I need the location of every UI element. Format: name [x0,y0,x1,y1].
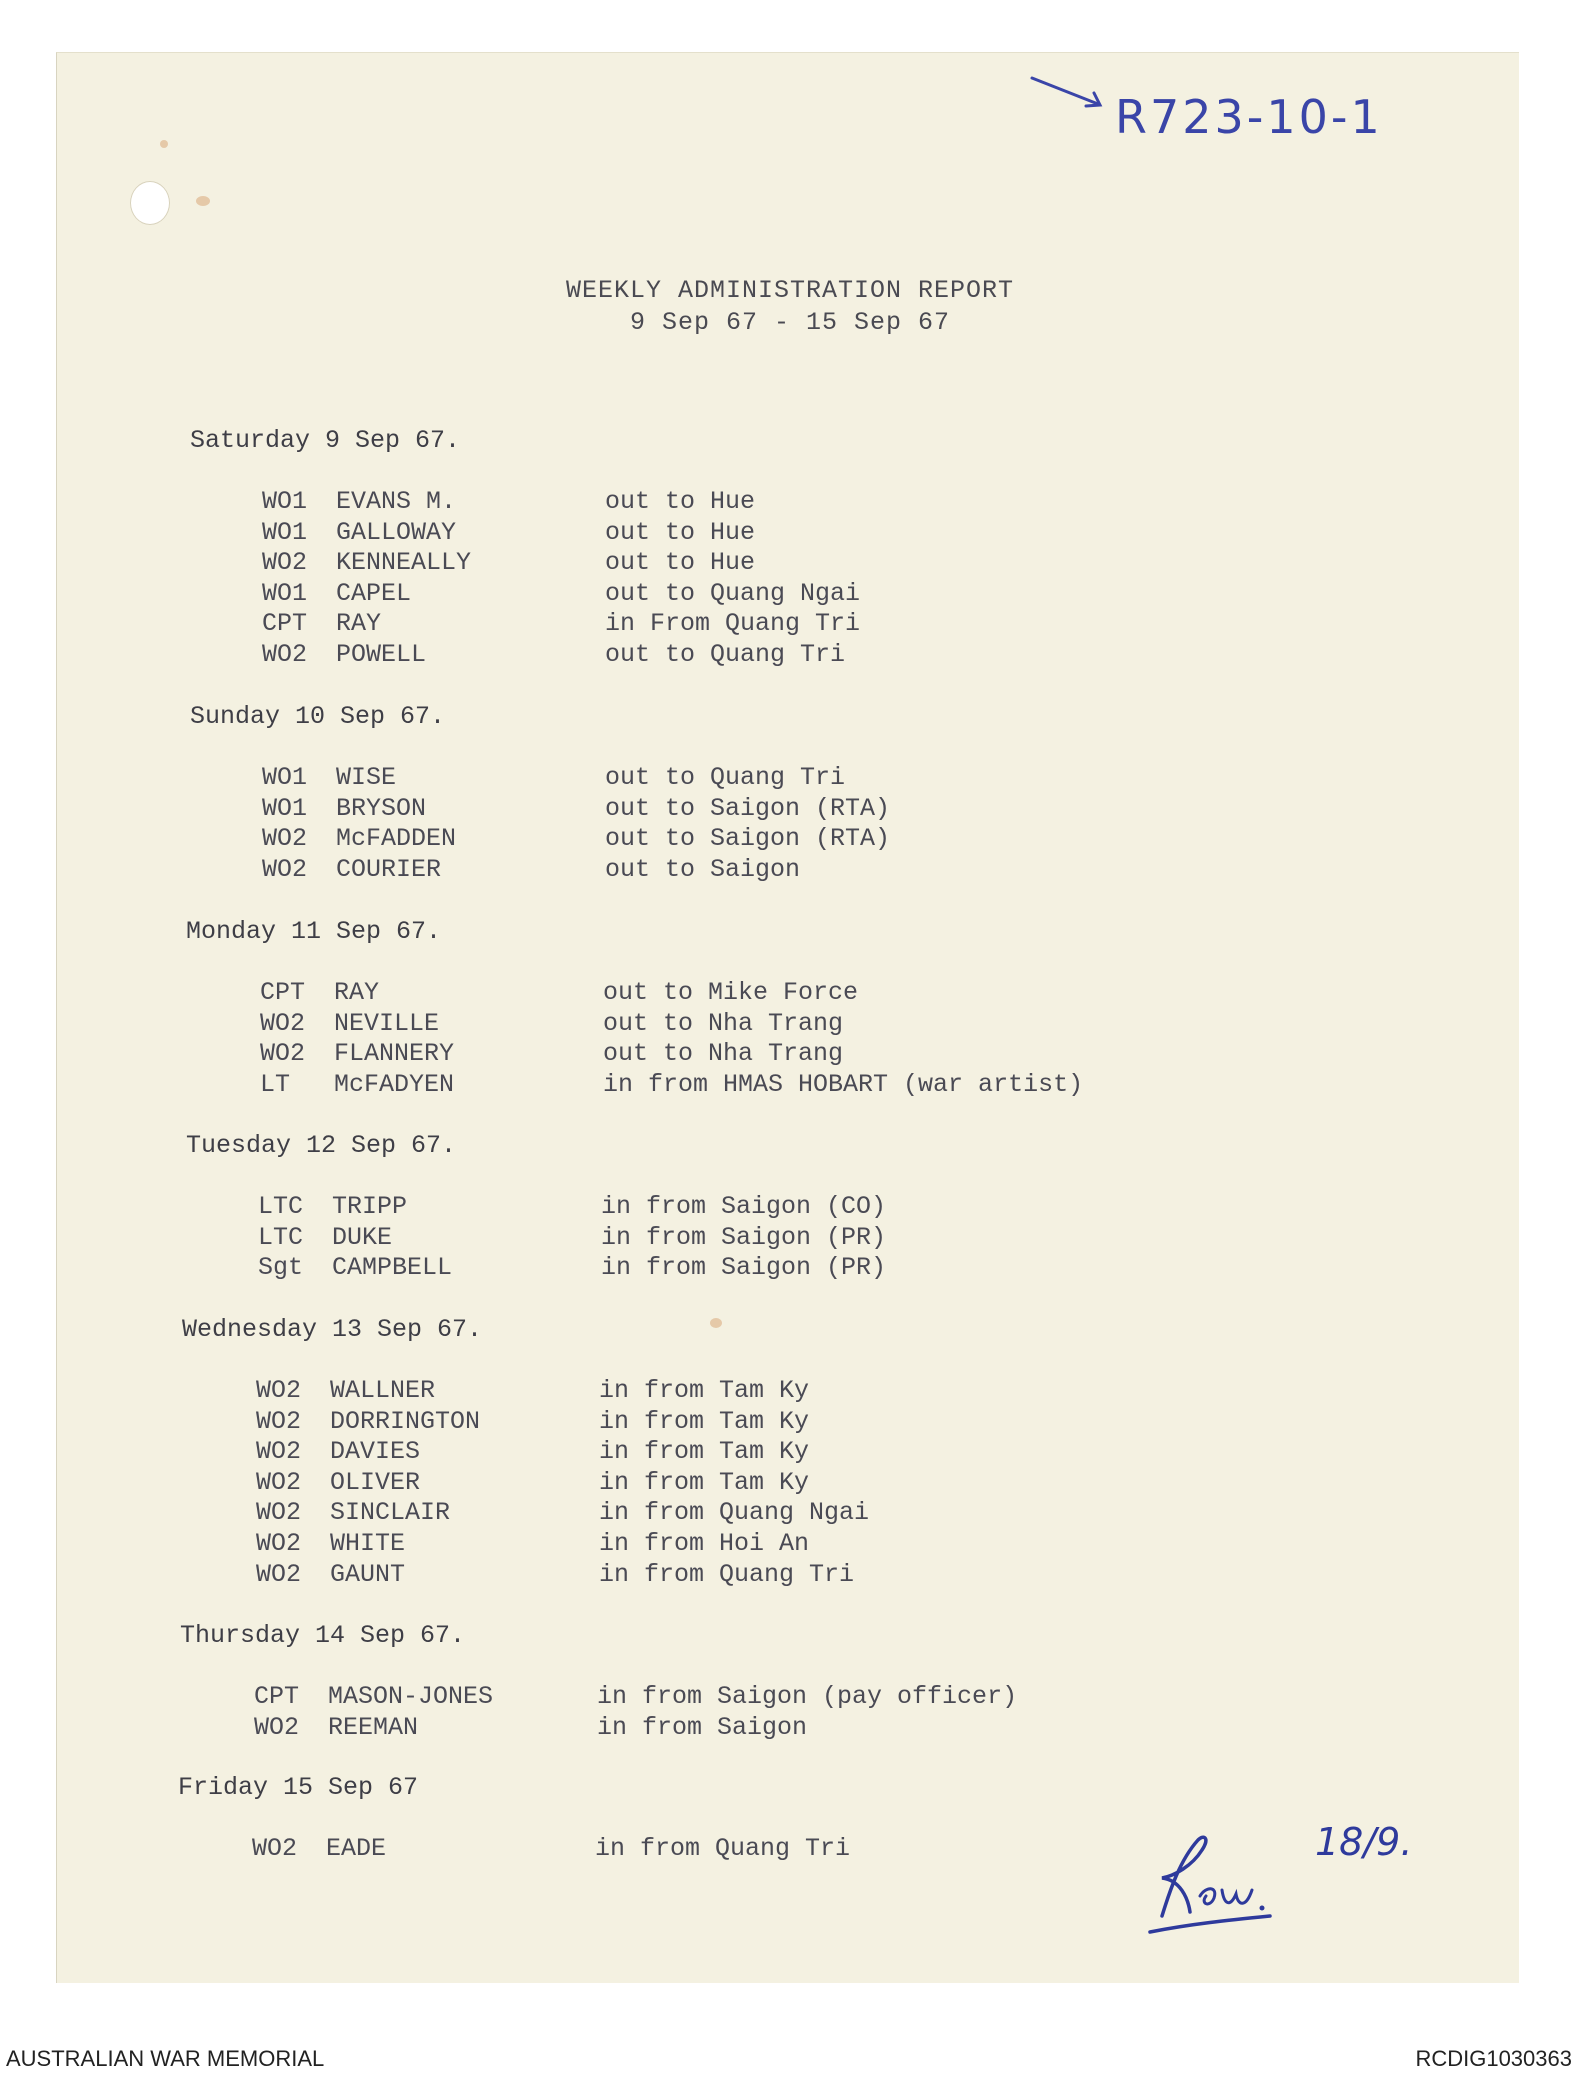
personnel-name: GAUNT [330,1559,406,1589]
movement-detail: out to Hue [605,548,756,578]
personnel-name: DAVIES [330,1437,421,1467]
movement-detail: in from Tam Ky [599,1437,810,1467]
personnel-rank: WO2 [260,1008,306,1038]
personnel-name: WISE [336,763,397,792]
personnel-name: REEMAN [328,1712,419,1742]
personnel-rank: CPT [254,1682,300,1711]
personnel-rank: WO2 [256,1406,302,1436]
movement-detail: in from Quang Ngai [599,1498,870,1528]
personnel-name: POWELL [336,640,427,669]
personnel-name: EVANS M. [336,487,457,516]
personnel-name: BRYSON [336,793,427,823]
personnel-name: DUKE [332,1222,393,1252]
movement-detail: in From Quang Tri [605,609,861,639]
day-heading: Wednesday 13 Sep 67. [182,1315,483,1344]
rust-stain [196,196,210,206]
day-heading: Tuesday 12 Sep 67. [186,1131,457,1160]
personnel-name: KENNEALLY [336,548,472,578]
personnel-rank: WO2 [262,548,308,578]
rust-stain [160,140,168,148]
personnel-name: RAY [334,978,380,1007]
personnel-rank: WO2 [256,1467,302,1497]
movement-detail: in from Quang Tri [599,1559,855,1589]
movement-detail: in from Tam Ky [599,1376,810,1405]
movement-detail: out to Hue [605,487,756,516]
personnel-name: WALLNER [330,1376,436,1405]
personnel-rank: LTC [258,1192,304,1221]
movement-detail: in from Tam Ky [599,1406,810,1436]
personnel-name: OLIVER [330,1467,421,1497]
handwritten-signature [1140,1820,1280,1940]
movement-detail: in from Saigon (PR) [601,1222,887,1252]
personnel-rank: CPT [260,978,306,1007]
personnel-rank: WO2 [256,1498,302,1528]
personnel-rank: WO2 [262,854,308,884]
personnel-name: COURIER [336,854,442,884]
personnel-rank: WO2 [254,1712,300,1742]
day-heading: Friday 15 Sep 67 [178,1773,419,1802]
personnel-rank: WO2 [262,824,308,854]
personnel-rank: WO1 [262,578,308,608]
personnel-name: McFADDEN [336,824,457,854]
personnel-name: TRIPP [332,1192,408,1221]
day-heading: Thursday 14 Sep 67. [180,1621,466,1650]
personnel-name: GALLOWAY [336,517,457,547]
personnel-name: FLANNERY [334,1039,455,1069]
personnel-name: McFADYEN [334,1069,455,1099]
movement-detail: out to Nha Trang [603,1039,844,1069]
movement-detail: out to Nha Trang [603,1008,844,1038]
movement-detail: in from Saigon (pay officer) [597,1682,1018,1711]
personnel-name: SINCLAIR [330,1498,451,1528]
personnel-rank: LT [260,1069,291,1099]
personnel-name: MASON-JONES [328,1682,494,1711]
rust-stain [710,1318,722,1328]
movement-detail: out to Saigon [605,854,801,884]
personnel-rank: WO1 [262,487,308,516]
movement-detail: out to Saigon (RTA) [605,793,891,823]
handwritten-arrow-icon [1028,72,1108,112]
personnel-rank: WO1 [262,763,308,792]
personnel-name: CAMPBELL [332,1253,453,1283]
personnel-rank: WO2 [256,1437,302,1467]
movement-detail: out to Hue [605,517,756,547]
personnel-name: RAY [336,609,382,639]
handwritten-date: 18/9. [1315,1820,1413,1864]
personnel-rank: WO2 [252,1834,298,1863]
personnel-rank: WO2 [256,1559,302,1589]
personnel-rank: CPT [262,609,308,639]
day-heading: Sunday 10 Sep 67. [190,702,446,731]
movement-detail: in from Hoi An [599,1529,810,1558]
movement-detail: out to Quang Tri [605,640,846,669]
punch-hole [130,181,170,225]
handwritten-file-reference: R723-10-1 [1115,90,1383,144]
personnel-rank: WO2 [256,1529,302,1558]
personnel-rank: WO1 [262,793,308,823]
movement-detail: in from Quang Tri [595,1834,851,1863]
personnel-rank: WO2 [260,1039,306,1069]
personnel-name: EADE [326,1834,387,1863]
movement-detail: in from Tam Ky [599,1467,810,1497]
movement-detail: out to Saigon (RTA) [605,824,891,854]
personnel-rank: WO2 [256,1376,302,1405]
personnel-rank: Sgt [258,1253,304,1283]
movement-detail: in from Saigon (CO) [601,1192,887,1221]
footer-record-id: RCDIG1030363 [1415,2046,1572,2071]
movement-detail: out to Quang Tri [605,763,846,792]
movement-detail: out to Mike Force [603,978,859,1007]
footer-archive-name: AUSTRALIAN WAR MEMORIAL [6,2046,325,2071]
personnel-name: DORRINGTON [330,1406,481,1436]
movement-detail: in from Saigon (PR) [601,1253,887,1283]
personnel-rank: WO1 [262,517,308,547]
movement-detail: in from HMAS HOBART (war artist) [603,1069,1084,1099]
personnel-name: NEVILLE [334,1008,440,1038]
movement-detail: in from Saigon [597,1712,808,1742]
personnel-rank: WO2 [262,640,308,669]
personnel-name: CAPEL [336,578,412,608]
movement-detail: out to Quang Ngai [605,578,861,608]
report-date-range: 9 Sep 67 - 15 Sep 67 [629,308,951,337]
personnel-rank: LTC [258,1222,304,1252]
report-title: WEEKLY ADMINISTRATION REPORT [565,276,1015,305]
day-heading: Saturday 9 Sep 67. [190,426,461,455]
personnel-name: WHITE [330,1529,406,1558]
day-heading: Monday 11 Sep 67. [186,917,442,946]
